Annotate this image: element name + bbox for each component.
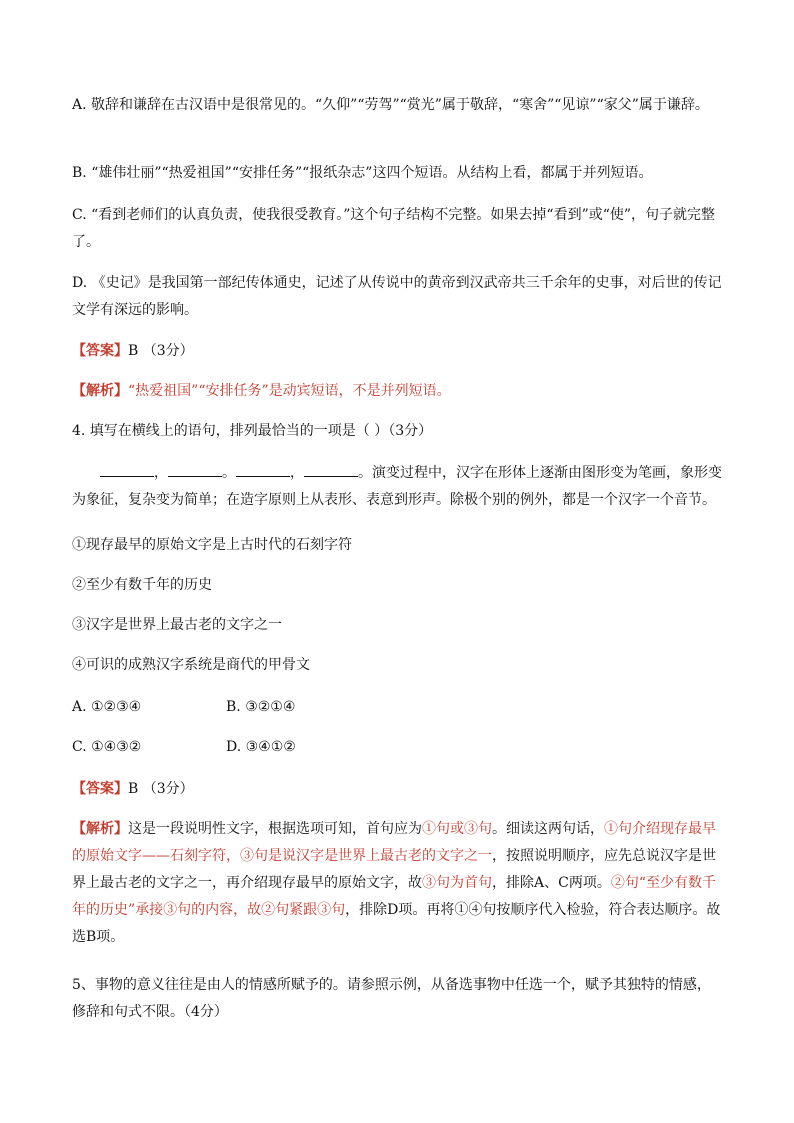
analysis-highlight: ③句为首句 [422,875,492,891]
answer-tag: 【答案】 [72,781,128,797]
analysis-text: ，按照说明顺序，应先总说汉字是世界上最古老的文字之一，再介绍现存最早的原始文字，故 [72,848,716,891]
analysis-text: 。细读这两句话， [492,821,604,837]
q4-item-3: ③汉字是世界上最古老的文字之一 [72,617,282,633]
fill-blank[interactable] [304,462,358,477]
q3-option-a: A. 敬辞和谦辞在古汉语中是很常见的。“久仰”“劳驾”“赏光”属于敬辞，“寒舍”“见谅”“家父”属于谦辞。 [72,97,709,113]
answer-value: B （3分） [128,343,194,359]
answer-tag: 【答案】 [72,343,128,359]
q4-item-1: ①现存最早的原始文字是上古时代的石刻字符 [72,537,352,553]
q4-option-b[interactable]: B. ③②①④ [226,699,296,715]
fill-blank[interactable] [236,462,290,477]
q3-option-b: B. “雄伟壮丽”“热爱祖国”“安排任务”“报纸杂志”这四个短语。从结构上看，都属于并列短语。 [72,165,653,181]
analysis-highlight: ②句“至少有数千年的历史”承接③句的内容，故②句紧跟③句 [72,875,716,918]
q4-item-4: ④可识的成熟汉字系统是商代的甲骨文 [72,657,310,673]
fill-blank[interactable] [100,462,154,477]
q4-passage [72,460,722,514]
analysis-tag: 【解析】 [72,383,128,399]
passage-separator: ， [154,465,168,481]
q3-analysis [72,378,722,405]
q3-option-d: D. 《史记》是我国第一部纪传体通史，记述了从传说中的黄帝到汉武帝共三千余年的史事，对后世的传记文学有深远的影响。 [72,275,722,318]
q5-stem: 5、事物的意义往往是由人的情感所赋予的。请参照示例，从备选事物中任选一个，赋予其独特的情感，修辞和句式不限。（4分） [72,977,711,1020]
passage-text: 。演变过程中，汉字在形体上逐渐由图形变为笔画，象形变为象征，复杂变为简单；在造字原则上从表形、表意到形声。除极个别的例外，都是一个汉字一个音节。 [72,465,722,508]
analysis-text: ，排除D项。再将①④句按顺序代入检验，符合表达顺序。故选B项。 [72,902,721,945]
q4-option-c[interactable]: C. ①④③② [72,739,142,755]
analysis-text: ，排除A、C两项。 [492,875,611,891]
answer-value: B （3分） [128,781,194,797]
analysis-text: 这是一段说明性文字，根据选项可知，首句应为 [128,821,422,837]
analysis-highlight: ①句或③句 [422,821,492,837]
q4-item-2: ②至少有数千年的历史 [72,577,212,593]
passage-separator: 。 [222,465,236,481]
q3-answer [72,338,722,365]
q4-option-a[interactable]: A. ①②③④ [72,699,142,715]
analysis-highlight: ①句介绍现存最早的原始文字——石刻字符，③句是说汉字是世界上最古老的文字之一 [72,821,716,864]
q4-analysis [72,816,722,951]
q4-stem: 4. 填写在横线上的语句，排列最恰当的一项是（ ）（3分） [72,423,433,439]
analysis-text: “热爱祖国”“安排任务”是动宾短语，不是并列短语。 [128,383,451,399]
q4-answer [72,776,722,803]
analysis-tag: 【解析】 [72,821,128,837]
fill-blank[interactable] [168,462,222,477]
q3-option-c: C. “看到老师们的认真负责，使我很受教育。”这个句子结构不完整。如果去掉“看到”或“使”，句子就完整了。 [72,207,716,250]
passage-separator: ， [290,465,304,481]
q4-option-d[interactable]: D. ③④①② [226,739,296,755]
